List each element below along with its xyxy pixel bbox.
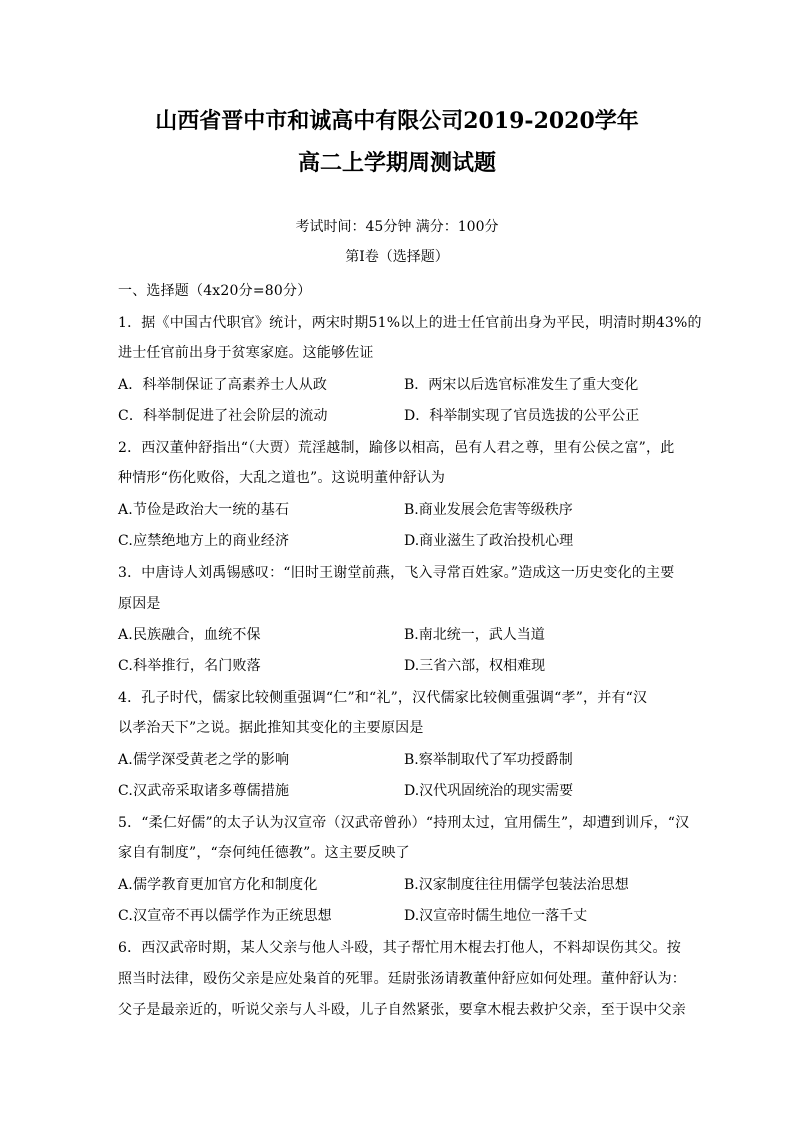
question-2-option-c: C.应禁绝地方上的商业经济 bbox=[118, 533, 290, 549]
question-4-option-b: B.察举制取代了军功授爵制 bbox=[404, 752, 573, 768]
question-3-option-a: A.民族融合，血统不保 bbox=[118, 627, 261, 643]
question-1-option-a: A．科举制保证了高素养士人从政 bbox=[118, 377, 328, 393]
section-heading: 一、选择题（4x20分=80分） bbox=[118, 283, 312, 299]
question-3-option-c: C.科举推行，名门败落 bbox=[118, 658, 261, 674]
question-2-option-a: A.节俭是政治大一统的基石 bbox=[118, 502, 290, 518]
question-6-stem-line-3: 父子是最亲近的，听说父亲与人斗殴，儿子自然紧张，要拿木棍去救护父亲，至于误中父亲 bbox=[118, 1002, 686, 1018]
question-5-option-c: C.汉宣帝不再以儒学作为正统思想 bbox=[118, 908, 332, 924]
question-2-option-d: D.商业滋生了政治投机心理 bbox=[404, 533, 574, 549]
question-5-option-b: B.汉家制度往往用儒学包装法治思想 bbox=[404, 877, 629, 893]
question-4-stem-line-2: 以孝治天下”之说。据此推知其变化的主要原因是 bbox=[118, 720, 424, 736]
question-6-stem-line-1: 6．西汉武帝时期，某人父亲与他人斗殴，其子帮忙用木棍去打他人，不料却误伤其父。按 bbox=[118, 940, 681, 956]
exam-title-line1: 山西省晋中市和诚高中有限公司2019-2020学年 bbox=[155, 108, 639, 134]
question-6-stem-line-2: 照当时法律，殴伤父亲是应处枭首的死罪。廷尉张汤请教董仲舒应如何处理。董仲舒认为： bbox=[118, 971, 686, 987]
question-5-option-d: D.汉宣帝时儒生地位一落千丈 bbox=[404, 908, 588, 924]
volume-label: 第Ⅰ卷（选择题） bbox=[345, 249, 449, 265]
question-2-option-b: B.商业发展会危害等级秩序 bbox=[404, 502, 573, 518]
exam-time-score: 考试时间：45分钟 满分：100分 bbox=[295, 219, 499, 235]
question-5-option-a: A.儒学教育更加官方化和制度化 bbox=[118, 877, 318, 893]
question-1-option-b: B．两宋以后选官标准发生了重大变化 bbox=[404, 377, 639, 393]
question-5-stem-line-2: 家自有制度”，“奈何纯任德教”。这主要反映了 bbox=[118, 845, 410, 861]
question-1-option-c: C．科举制促进了社会阶层的流动 bbox=[118, 408, 328, 424]
question-3-stem-line-1: 3．中唐诗人刘禹锡感叹：“旧时王谢堂前燕，飞入寻常百姓家。”造成这一历史变化的主要 bbox=[118, 565, 675, 581]
question-4-option-a: A.儒学深受黄老之学的影响 bbox=[118, 752, 290, 768]
question-3-stem-line-2: 原因是 bbox=[118, 596, 161, 612]
exam-title-line2: 高二上学期周测试题 bbox=[297, 150, 496, 176]
question-4-option-d: D.汉代巩固统治的现实需要 bbox=[404, 783, 574, 799]
question-4-stem-line-1: 4．孔子时代，儒家比较侧重强调“仁”和“礼”，汉代儒家比较侧重强调“孝”，并有“汉 bbox=[118, 690, 648, 706]
question-3-option-d: D.三省六部，权相难现 bbox=[404, 658, 546, 674]
question-4-option-c: C.汉武帝采取诸多尊儒措施 bbox=[118, 783, 290, 799]
question-3-option-b: B.南北统一，武人当道 bbox=[404, 627, 545, 643]
question-1-stem-line-1: 1．据《中国古代职官》统计，两宋时期51%以上的进士任官前出身为平民，明清时期43%的 bbox=[118, 315, 702, 331]
question-2-stem-line-1: 2．西汉董仲舒指出“（大贾）荒淫越制，踰侈以相高，邑有人君之尊，里有公侯之富”，此 bbox=[118, 440, 675, 456]
question-1-stem-line-2: 进士任官前出身于贫寒家庭。这能够佐证 bbox=[118, 345, 374, 361]
question-2-stem-line-2: 种情形“伤化败俗，大乱之道也”。这说明董仲舒认为 bbox=[118, 470, 446, 486]
question-1-option-d: D．科举制实现了官员选拔的公平公正 bbox=[404, 408, 640, 424]
question-5-stem-line-1: 5．“柔仁好儒”的太子认为汉宣帝（汉武帝曾孙）“持刑太过，宜用儒生”，却遭到训斥，“汉 bbox=[118, 815, 690, 831]
